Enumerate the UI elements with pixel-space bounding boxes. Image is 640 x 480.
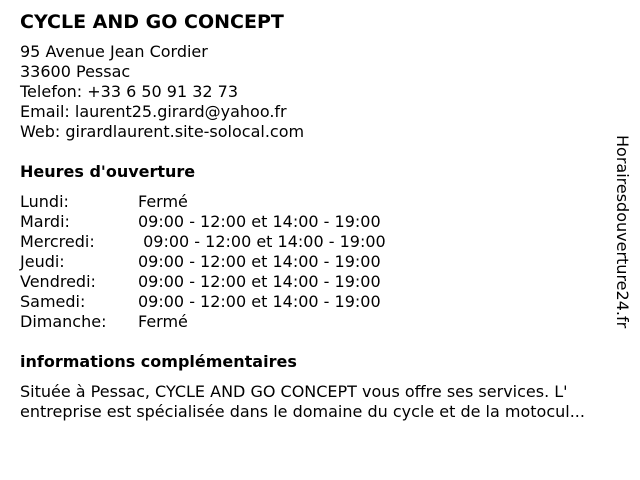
day-label: Lundi:: [20, 192, 69, 211]
web-line: Web: girardlaurent.site-solocal.com: [20, 122, 305, 141]
hours-row-tuesday: [20, 212, 615, 232]
description-line: Située à Pessac, CYCLE AND GO CONCEPT vous offre ses services. L': [20, 382, 568, 401]
info-description: [20, 382, 632, 422]
day-hours: Fermé: [138, 192, 188, 211]
hours-row-thursday: [20, 252, 615, 272]
hours-row-friday: [20, 272, 615, 292]
site-watermark: Horairesdouverture24.fr: [613, 135, 632, 329]
day-hours: 09:00 - 12:00 et 14:00 - 19:00: [138, 212, 381, 231]
day-hours: 09:00 - 12:00 et 14:00 - 19:00: [138, 232, 386, 251]
day-label: Mardi:: [20, 212, 70, 231]
business-name: CYCLE AND GO CONCEPT: [20, 11, 284, 33]
day-label: Samedi:: [20, 292, 86, 311]
day-label: Dimanche:: [20, 312, 107, 331]
hours-row-wednesday: [20, 232, 615, 252]
business-card: [20, 10, 615, 422]
address-city: 33600 Pessac: [20, 62, 131, 81]
day-label: Vendredi:: [20, 272, 96, 291]
description-line: entreprise est spécialisée dans le domaine du cycle et de la motocul...: [20, 402, 585, 421]
phone-line: Telefon: +33 6 50 91 32 73: [20, 82, 239, 101]
day-label: Jeudi:: [20, 252, 65, 271]
info-heading: informations complémentaires: [20, 352, 297, 371]
address-street: 95 Avenue Jean Cordier: [20, 42, 208, 61]
day-label: Mercredi:: [20, 232, 95, 251]
hours-row-sunday: [20, 312, 615, 332]
day-hours: 09:00 - 12:00 et 14:00 - 19:00: [138, 252, 381, 271]
hours-row-monday: [20, 192, 615, 212]
day-hours: Fermé: [138, 312, 188, 331]
day-hours: 09:00 - 12:00 et 14:00 - 19:00: [138, 272, 381, 291]
hours-heading: Heures d'ouverture: [20, 162, 196, 181]
hours-table: [20, 192, 615, 332]
day-hours: 09:00 - 12:00 et 14:00 - 19:00: [138, 292, 381, 311]
hours-row-saturday: [20, 292, 615, 312]
email-line: Email: laurent25.girard@yahoo.fr: [20, 102, 287, 121]
